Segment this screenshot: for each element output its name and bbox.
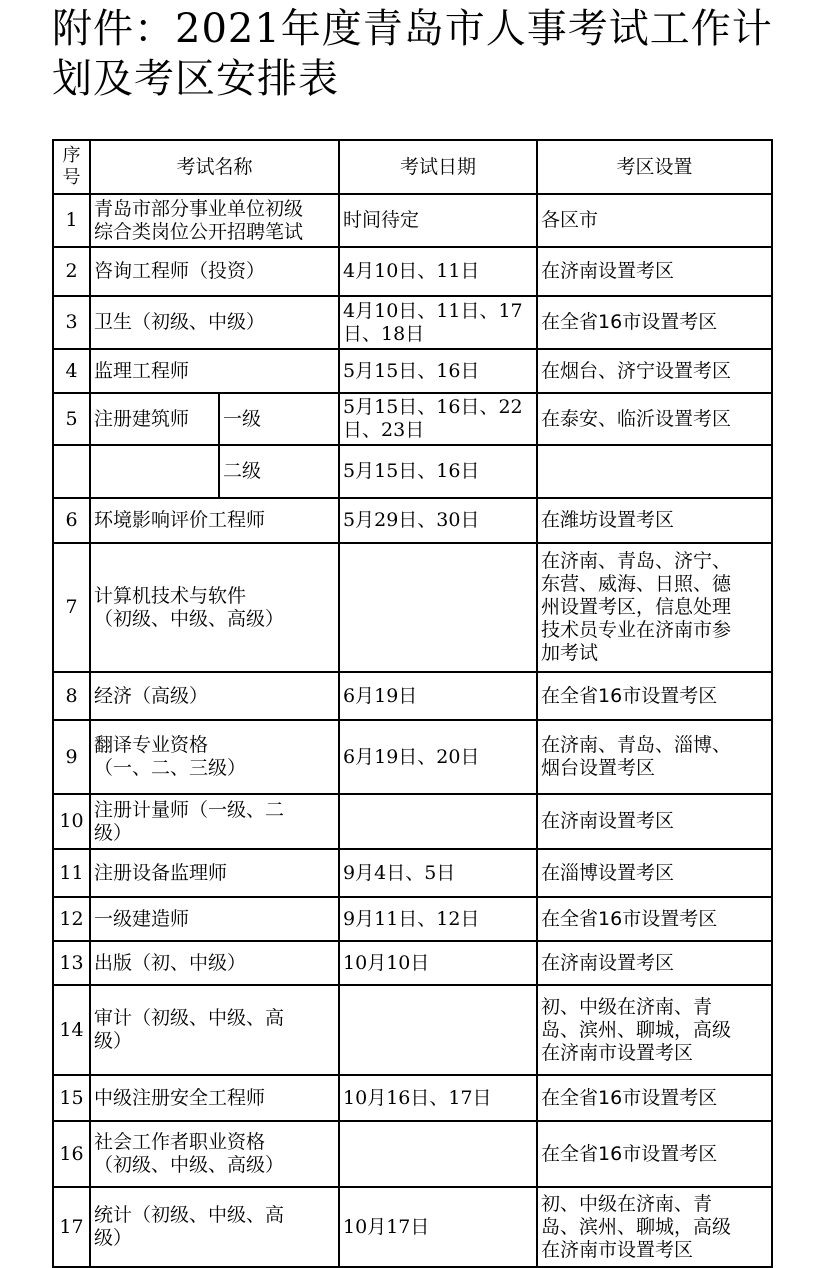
row-exam-area: 在烟台、济宁设置考区 xyxy=(537,349,772,393)
table-row xyxy=(53,1187,772,1267)
row-num: 15 xyxy=(53,1075,90,1121)
row-exam-date: 5月15日、16日、22 日、23日 xyxy=(339,393,537,445)
row-num: 2 xyxy=(53,247,90,296)
row-exam-date: 9月4日、5日 xyxy=(339,849,537,897)
header-date: 考试日期 xyxy=(339,140,537,194)
table-row xyxy=(53,296,772,349)
row-exam-name: 翻译专业资格 （一、二、三级） xyxy=(90,720,339,794)
table-row xyxy=(53,672,772,720)
row-num: 1 xyxy=(53,194,90,247)
row-exam-area: 在济南设置考区 xyxy=(537,247,772,296)
row-exam-date: 10月16日、17日 xyxy=(339,1075,537,1121)
header-num: 序号 xyxy=(53,140,90,194)
table-row xyxy=(53,498,772,543)
row-exam-name: 经济（高级） xyxy=(90,672,339,720)
header-area: 考区设置 xyxy=(537,140,772,194)
row-exam-area: 初、中级在济南、青 岛、滨州、聊城，高级 在济南市设置考区 xyxy=(537,985,772,1075)
row-num: 12 xyxy=(53,897,90,941)
table-row xyxy=(53,194,772,247)
row-exam-date: 4月10日、11日 xyxy=(339,247,537,296)
table-row xyxy=(53,1121,772,1187)
row-exam-area: 各区市 xyxy=(537,194,772,247)
row-num: 17 xyxy=(53,1187,90,1267)
row-exam-date xyxy=(339,985,537,1075)
row-exam-date: 4月10日、11日、17 日、18日 xyxy=(339,296,537,349)
row-exam-name: 中级注册安全工程师 xyxy=(90,1075,339,1121)
row-num: 13 xyxy=(53,941,90,985)
row-num: 14 xyxy=(53,985,90,1075)
row-exam-name: 注册设备监理师 xyxy=(90,849,339,897)
row-exam-area: 在全省16市设置考区 xyxy=(537,672,772,720)
row-exam-date: 6月19日 xyxy=(339,672,537,720)
table-row xyxy=(53,897,772,941)
row-exam-area xyxy=(537,445,772,498)
table-row xyxy=(53,543,772,672)
row-exam-area: 在全省16市设置考区 xyxy=(537,897,772,941)
row-num: 4 xyxy=(53,349,90,393)
row-exam-date: 9月11日、12日 xyxy=(339,897,537,941)
page-title: 附件：2021年度青岛市人事考试工作计划及考区安排表 xyxy=(52,6,773,102)
row-exam-name: 咨询工程师（投资） xyxy=(90,247,339,296)
row-exam-date: 10月17日 xyxy=(339,1187,537,1267)
table-row xyxy=(53,720,772,794)
row-exam-name: 社会工作者职业资格 （初级、中级、高级） xyxy=(90,1121,339,1187)
table-row xyxy=(53,1075,772,1121)
row-exam-area: 在济南设置考区 xyxy=(537,794,772,849)
row-num: 6 xyxy=(53,498,90,543)
row-exam-level: 一级 xyxy=(219,393,339,445)
row-exam-area: 在泰安、临沂设置考区 xyxy=(537,393,772,445)
row-exam-name: 审计（初级、中级、高 级） xyxy=(90,985,339,1075)
table-row xyxy=(53,349,772,393)
table-row xyxy=(53,985,772,1075)
row-exam-area: 在全省16市设置考区 xyxy=(537,296,772,349)
row-num: 9 xyxy=(53,720,90,794)
row-exam-date: 5月15日、16日 xyxy=(339,349,537,393)
row-num: 8 xyxy=(53,672,90,720)
row-exam-area: 在淄博设置考区 xyxy=(537,849,772,897)
row-exam-name: 青岛市部分事业单位初级 综合类岗位公开招聘笔试 xyxy=(90,194,339,247)
row-exam-area: 在全省16市设置考区 xyxy=(537,1121,772,1187)
exam-schedule-table xyxy=(52,139,773,1268)
row-exam-date xyxy=(339,1121,537,1187)
table-row xyxy=(53,247,772,296)
row-exam-name xyxy=(90,445,219,498)
table-header-row xyxy=(53,140,772,194)
row-exam-date: 5月15日、16日 xyxy=(339,445,537,498)
table-row xyxy=(53,794,772,849)
row-exam-date: 时间待定 xyxy=(339,194,537,247)
row-num: 5 xyxy=(53,393,90,445)
row-num: 10 xyxy=(53,794,90,849)
row-num: 3 xyxy=(53,296,90,349)
row-exam-level: 二级 xyxy=(219,445,339,498)
row-num xyxy=(53,445,90,498)
row-exam-name: 注册建筑师 xyxy=(90,393,219,445)
row-exam-name: 统计（初级、中级、高 级） xyxy=(90,1187,339,1267)
header-name: 考试名称 xyxy=(90,140,339,194)
row-exam-name: 卫生（初级、中级） xyxy=(90,296,339,349)
row-exam-name: 出版（初、中级） xyxy=(90,941,339,985)
row-exam-name: 计算机技术与软件 （初级、中级、高级） xyxy=(90,543,339,672)
row-exam-name: 环境影响评价工程师 xyxy=(90,498,339,543)
row-exam-date xyxy=(339,794,537,849)
row-exam-name: 注册计量师（一级、二 级） xyxy=(90,794,339,849)
table-row xyxy=(53,445,772,498)
row-num: 11 xyxy=(53,849,90,897)
row-exam-date xyxy=(339,543,537,672)
row-num: 7 xyxy=(53,543,90,672)
row-exam-area: 在全省16市设置考区 xyxy=(537,1075,772,1121)
table-row xyxy=(53,941,772,985)
row-exam-date: 10月10日 xyxy=(339,941,537,985)
row-exam-area: 初、中级在济南、青 岛、滨州、聊城，高级 在济南市设置考区 xyxy=(537,1187,772,1267)
table-row xyxy=(53,849,772,897)
table-row xyxy=(53,393,772,445)
row-num: 16 xyxy=(53,1121,90,1187)
row-exam-name: 监理工程师 xyxy=(90,349,339,393)
row-exam-date: 5月29日、30日 xyxy=(339,498,537,543)
row-exam-area: 在潍坊设置考区 xyxy=(537,498,772,543)
row-exam-area: 在济南、青岛、济宁、 东营、威海、日照、德 州设置考区，信息处理 技术员专业在济南市参 加考试 xyxy=(537,543,772,672)
row-exam-area: 在济南、青岛、淄博、 烟台设置考区 xyxy=(537,720,772,794)
row-exam-name: 一级建造师 xyxy=(90,897,339,941)
row-exam-area: 在济南设置考区 xyxy=(537,941,772,985)
row-exam-date: 6月19日、20日 xyxy=(339,720,537,794)
